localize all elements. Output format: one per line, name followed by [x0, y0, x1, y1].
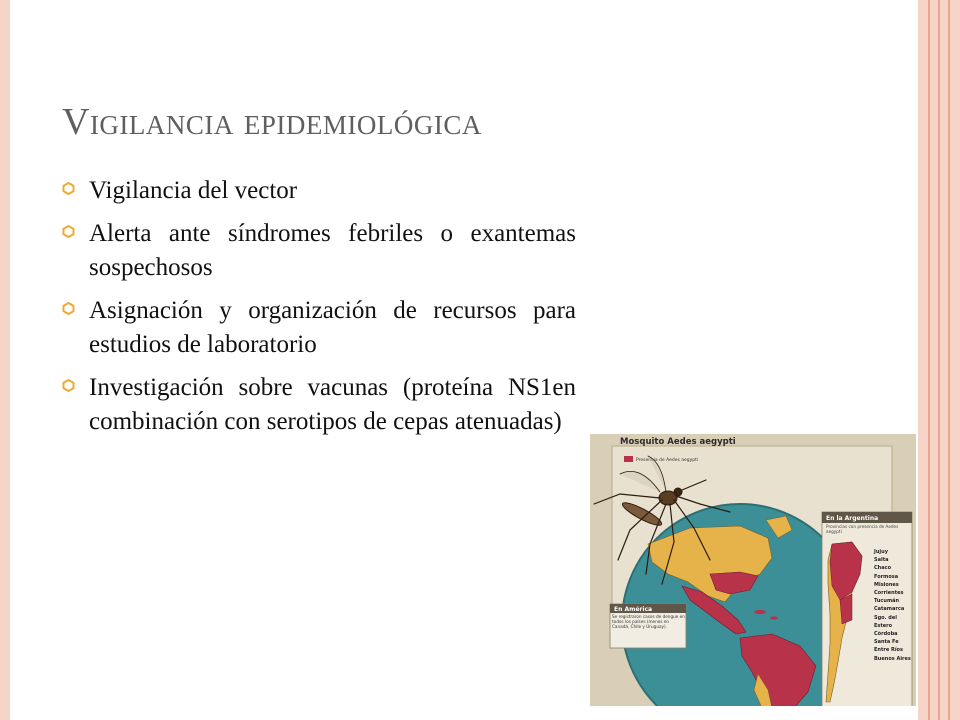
province-label: Catamarca: [874, 606, 905, 613]
bullet-text: Asignación y organización de recursos para estudios de laboratorio: [89, 297, 576, 358]
province-label: Tucumán: [874, 598, 900, 605]
argentina-subtitle: Provincias con presencia de Aedes aegypti: [826, 524, 899, 534]
province-label: Entre Ríos: [874, 647, 903, 654]
list-item: [62, 217, 576, 285]
hexagon-outline-icon: [62, 302, 75, 315]
figure-header: Mosquito Aedes aegypti: [620, 437, 736, 447]
map-illustration: [590, 434, 916, 708]
province-label: Salta: [874, 557, 889, 564]
america-inset: [610, 604, 686, 648]
hexagon-outline-icon: [62, 379, 75, 392]
province-label: Buenos Aires: [874, 655, 911, 662]
hexagon-outline-icon: [62, 225, 75, 238]
legend-label: Presencia de Aedes aegypti: [636, 458, 699, 463]
slide-title: Vigilancia epidemiológica: [62, 101, 482, 143]
province-label: Formosa: [874, 573, 899, 580]
list-item: [62, 294, 576, 362]
frame-right-line: [938, 0, 940, 720]
argentina-title: En la Argentina: [826, 515, 879, 522]
frame-right-border: [918, 0, 960, 720]
dengue-map-figure: [590, 434, 916, 708]
province-label: Chaco: [874, 565, 892, 572]
america-note: Se registraron casos de dengue en todos los países (menos en Canadá, Chile y Uruguay).: [612, 614, 685, 630]
bullet-list: [62, 174, 576, 448]
frame-right-line: [948, 0, 950, 720]
province-label: Santa Fe: [874, 639, 899, 646]
bullet-text: Alerta ante síndromes febriles o exantemas sospechosos: [89, 220, 576, 281]
province-label: Sgo. del Estero: [874, 614, 897, 629]
province-label: Jujuy: [874, 549, 888, 555]
list-item: [62, 371, 576, 439]
hexagon-outline-icon: [62, 182, 75, 195]
bullet-text: Investigación sobre vacunas (proteína NS1en combinación con serotipos de cepas atenuadas): [89, 374, 576, 435]
province-list: [874, 548, 914, 663]
frame-bottom: [10, 706, 918, 720]
frame-left-border: [0, 0, 10, 720]
legend-swatch: [624, 456, 633, 462]
frame-right-line: [928, 0, 930, 720]
province-label: Corrientes: [874, 590, 904, 597]
list-item: [62, 174, 576, 208]
bullet-text: Vigilancia del vector: [89, 177, 298, 204]
province-label: Misiones: [874, 581, 899, 588]
america-title: En América: [614, 606, 653, 613]
province-label: Córdoba: [874, 631, 898, 638]
